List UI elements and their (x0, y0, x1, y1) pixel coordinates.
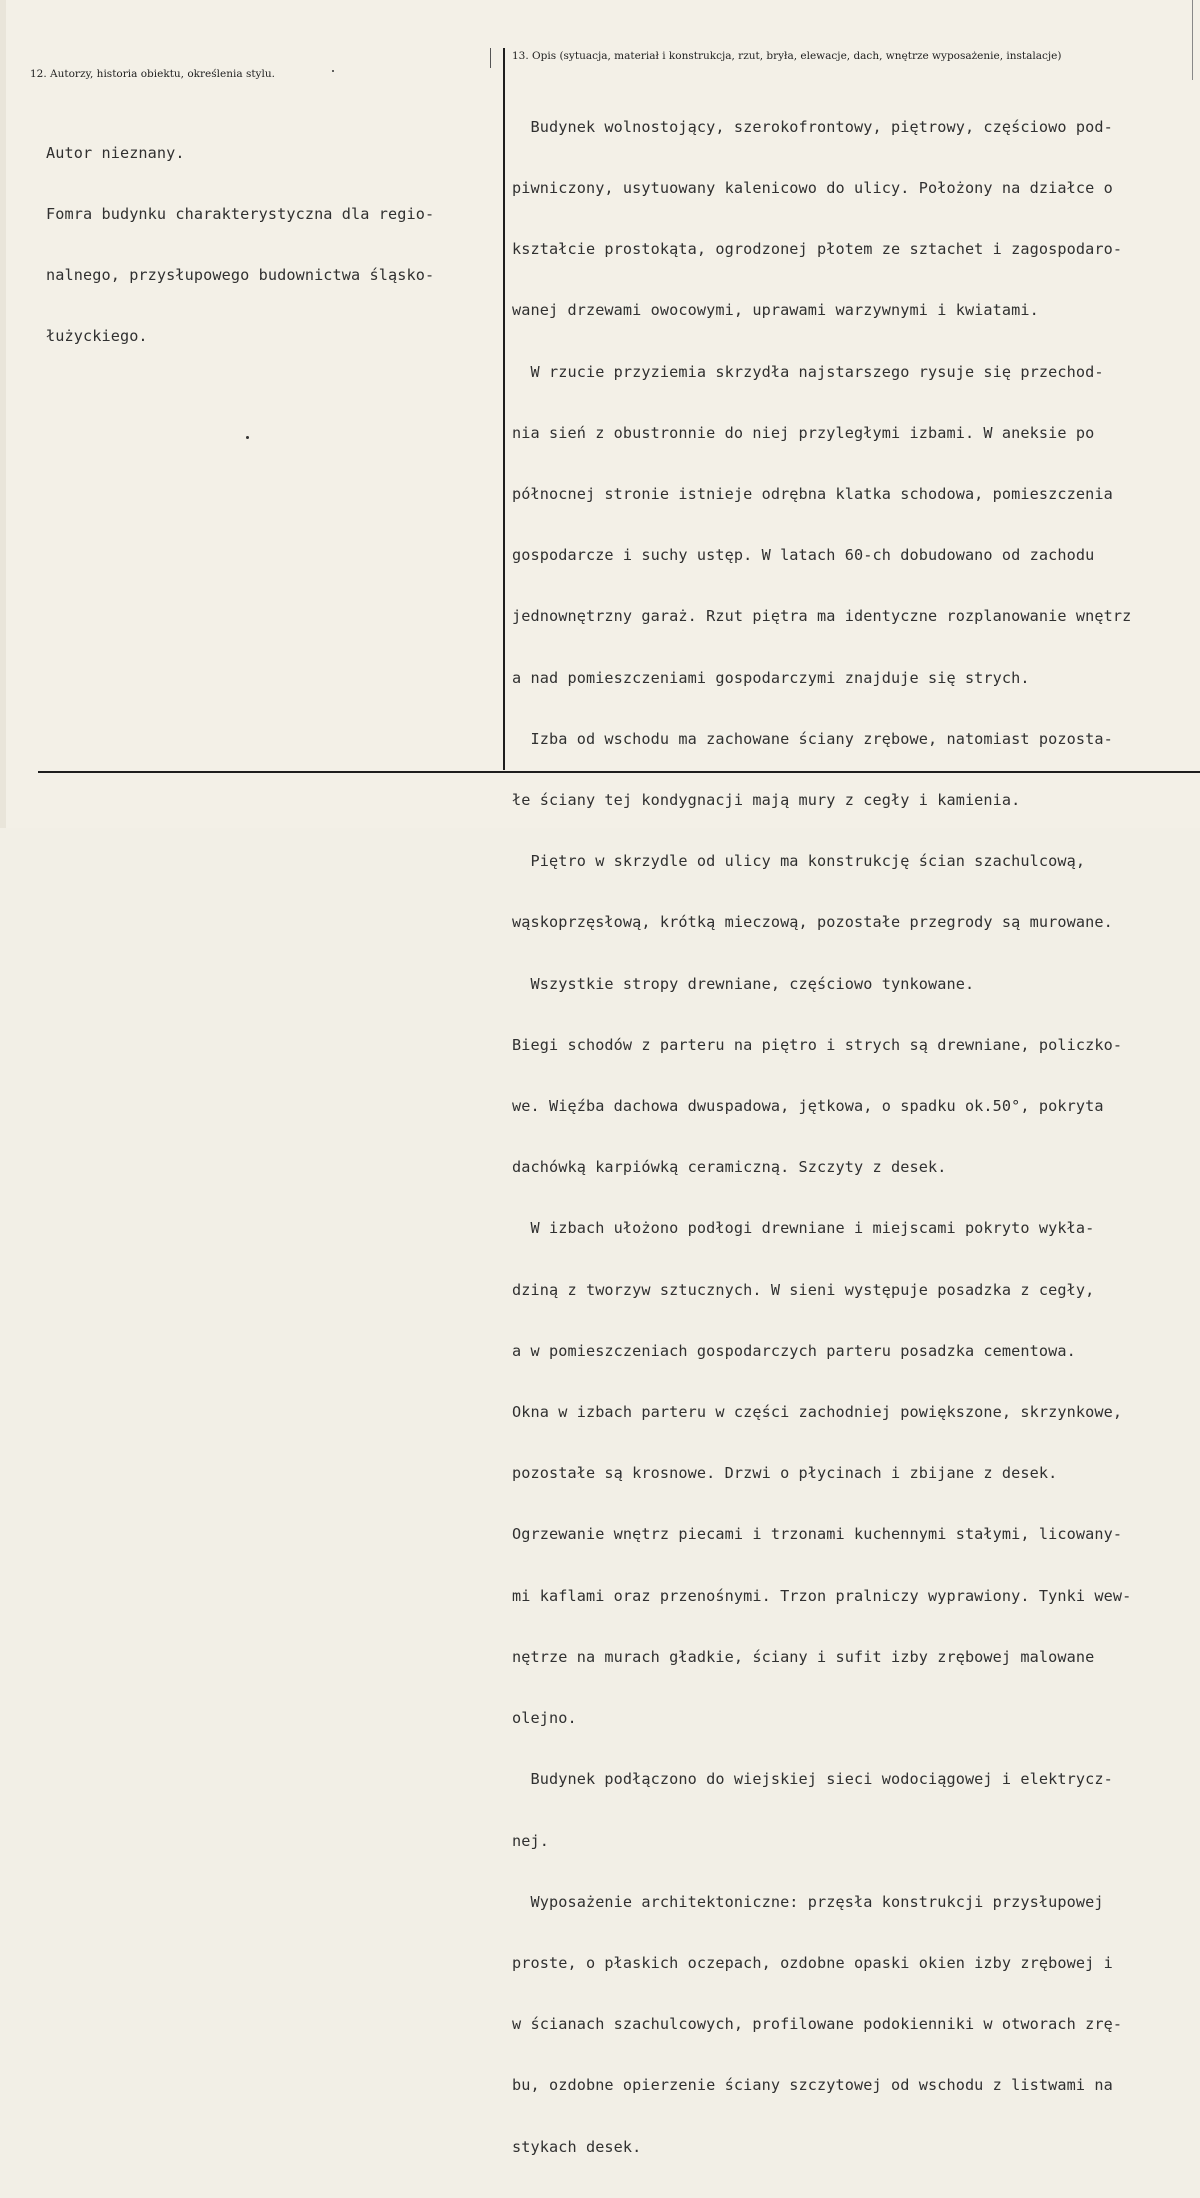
text-line: jednownętrzny garaż. Rzut piętra ma identyczne rozplanowanie wnętrz (512, 607, 1132, 626)
text-line: bu, ozdobne opierzenie ściany szczytowej od wschodu z listwami na (512, 2076, 1113, 2095)
text-line: Piętro w skrzydle od ulicy ma konstrukcję ścian szachulcową, (512, 852, 1086, 871)
column-divider (503, 48, 505, 770)
text-line: W izbach ułożono podłogi drewniane i miejscami pokryto wykła- (512, 1219, 1095, 1238)
text-line: Autor nieznany. (46, 143, 185, 162)
text-line: nia sień z obustronnie do niej przyległymi izbami. W aneksie po (512, 423, 1095, 442)
text-line: pozostałe są krosnowe. Drzwi o płycinach i zbijane z desek. (512, 1464, 1058, 1483)
text-line: Okna w izbach parteru w części zachodniej powiększone, skrzynkowe, (512, 1403, 1123, 1422)
description-text (512, 76, 1131, 2198)
text-line: łe ściany tej kondygnacji mają mury z cegły i kamienia. (512, 791, 1021, 810)
text-line: we. Więźba dachowa dwuspadowa, jętkowa, o spadku ok.50°, pokryta (512, 1097, 1104, 1116)
text-line: a w pomieszczeniach gospodarczych parteru posadzka cementowa. (512, 1341, 1076, 1360)
text-line: Wyposażenie architektoniczne: przęsła konstrukcji przysłupowej (512, 1892, 1104, 1911)
text-line: mi kaflami oraz przenośnymi. Trzon pralniczy wyprawiony. Tynki wew- (512, 1586, 1132, 1605)
section-13-label: 13. Opis (sytuacja, materiał i konstrukcja, rzut, bryła, elewacje, dach, wnętrze wyposażenie, instalacje) (512, 50, 1062, 62)
text-line: dziną z tworzyw sztucznych. W sieni występuje posadzka z cegły, (512, 1280, 1095, 1299)
text-line: gospodarcze i suchy ustęp. W latach 60-ch dobudowano od zachodu (512, 546, 1095, 565)
text-line: w ścianach szachulcowych, profilowane podokienniki w otworach zrę- (512, 2015, 1123, 2034)
text-line: kształcie prostokąta, ogrodzonej płotem ze sztachet i zagospodaro- (512, 240, 1123, 259)
paper-edge (0, 0, 6, 828)
ink-speck (332, 70, 334, 72)
authors-history-text (46, 102, 434, 388)
text-line: łużyckiego. (46, 327, 148, 346)
section-12-label: 12. Autorzy, historia obiektu, określenia stylu. (30, 68, 275, 80)
text-line: Izba od wschodu ma zachowane ściany zrębowe, natomiast pozosta- (512, 729, 1113, 748)
text-line: dachówką karpiówką ceramiczną. Szczyty z desek. (512, 1158, 947, 1177)
text-line: Biegi schodów z parteru na piętro i strych są drewniane, policzko- (512, 1035, 1123, 1054)
ink-speck (246, 436, 249, 439)
text-line: Ogrzewanie wnętrz piecami i trzonami kuchennymi stałymi, licowany- (512, 1525, 1123, 1544)
text-line: północnej stronie istnieje odrębna klatka schodowa, pomieszczenia (512, 485, 1113, 504)
text-line: a nad pomieszczeniami gospodarczymi znajduje się strych. (512, 668, 1030, 687)
column-divider-tick (490, 48, 491, 68)
text-line: proste, o płaskich oczepach, ozdobne opaski okien izby zrębowej i (512, 1953, 1113, 1972)
text-line: wanej drzewami owocowymi, uprawami warzywnymi i kwiatami. (512, 301, 1039, 320)
text-line: Fomra budynku charakterystyczna dla regio- (46, 205, 435, 224)
text-line: Budynek wolnostojący, szerokofrontowy, piętrowy, częściowo pod- (512, 117, 1113, 136)
text-line: nętrze na murach gładkie, ściany i sufit izby zrębowej malowane (512, 1647, 1095, 1666)
text-line: W rzucie przyziemia skrzydła najstarszego rysuje się przechod- (512, 362, 1104, 381)
text-line: Budynek podłączono do wiejskiej sieci wodociągowej i elektrycz- (512, 1770, 1113, 1789)
right-edge-tick (1192, 0, 1193, 80)
text-line: wąskoprzęsłową, krótką mieczową, pozostałe przegrody są murowane. (512, 913, 1113, 932)
text-line: nej. (512, 1831, 549, 1850)
text-line: Wszystkie stropy drewniane, częściowo tynkowane. (512, 974, 975, 993)
text-line: olejno. (512, 1709, 577, 1728)
text-line: stykach desek. (512, 2137, 642, 2156)
text-line: piwniczony, usytuowany kalenicowo do ulicy. Położony na działce o (512, 179, 1113, 198)
text-line: nalnego, przysłupowego budownictwa śląsko- (46, 266, 435, 285)
